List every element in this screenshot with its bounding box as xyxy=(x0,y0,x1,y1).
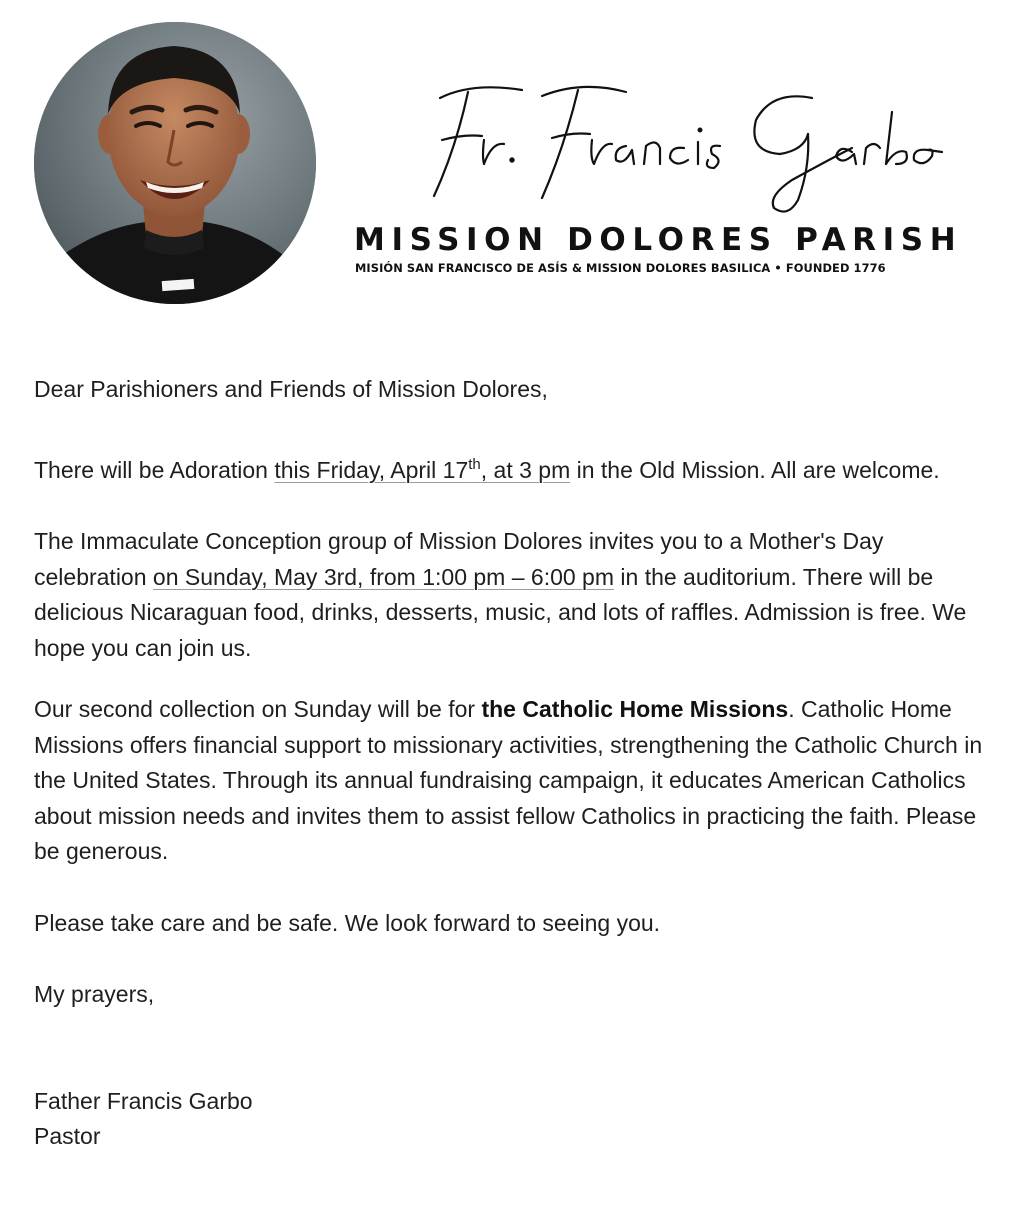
signoff-title: Pastor xyxy=(34,1123,101,1149)
adoration-text-after: in the Old Mission. All are welcome. xyxy=(570,456,940,483)
letter-header xyxy=(0,0,1019,320)
letter-body xyxy=(34,372,999,1155)
signoff-name: Father Francis Garbo xyxy=(34,1087,253,1114)
mothers-day-date-link[interactable]: on Sunday, May 3rd, from 1:00 pm – 6:00 pm xyxy=(152,563,615,590)
priest-portrait-image xyxy=(34,22,316,304)
parish-subtitle: MISIÓN SAN FRANCISCO DE ASÍS & MISSION DOLORES BASILICA • FOUNDED 1776 xyxy=(355,261,886,275)
adoration-time-text: , at 3 pm xyxy=(480,456,571,483)
signature-script-image xyxy=(412,68,952,218)
adoration-date-text: this Friday, April 17 xyxy=(274,456,469,483)
adoration-text-before: There will be Adoration xyxy=(34,456,275,483)
collection-bold-text: the Catholic Home Missions xyxy=(481,696,789,722)
collection-text-before: Our second collection on Sunday will be for xyxy=(34,696,482,722)
parish-name: MISSION DOLORES PARISH xyxy=(354,222,963,258)
mothers-day-text-after: in the auditorium. There will be delicious Nicaraguan food, drinks, desserts, music, and lots of raffles. Admission is free. We hope you can join us. xyxy=(34,563,967,661)
care-paragraph: Please take care and be safe. We look forward to seeing you. xyxy=(34,909,661,936)
closing-line: My prayers, xyxy=(34,981,155,1007)
adoration-paragraph xyxy=(34,453,999,489)
collection-paragraph xyxy=(34,692,999,870)
adoration-date-link[interactable] xyxy=(274,457,570,483)
adoration-date-suffix: th xyxy=(468,455,481,473)
mothers-day-text-before: The Immaculate Conception group of Mission Dolores invites you to a Mother's Day celebration xyxy=(34,528,884,590)
mothers-day-paragraph xyxy=(34,524,999,666)
portrait-illustration xyxy=(34,22,316,304)
letter-greeting: Dear Parishioners and Friends of Mission Dolores, xyxy=(34,376,548,402)
collection-text-after: . Catholic Home Missions offers financial support to missionary activities, strengthening the Catholic Church in the United States. Through its annual fundraising campaign, it educates American Catholics about mission needs and invites them to assist fellow Catholics in practicing the faith. Please be generous. xyxy=(34,696,983,864)
